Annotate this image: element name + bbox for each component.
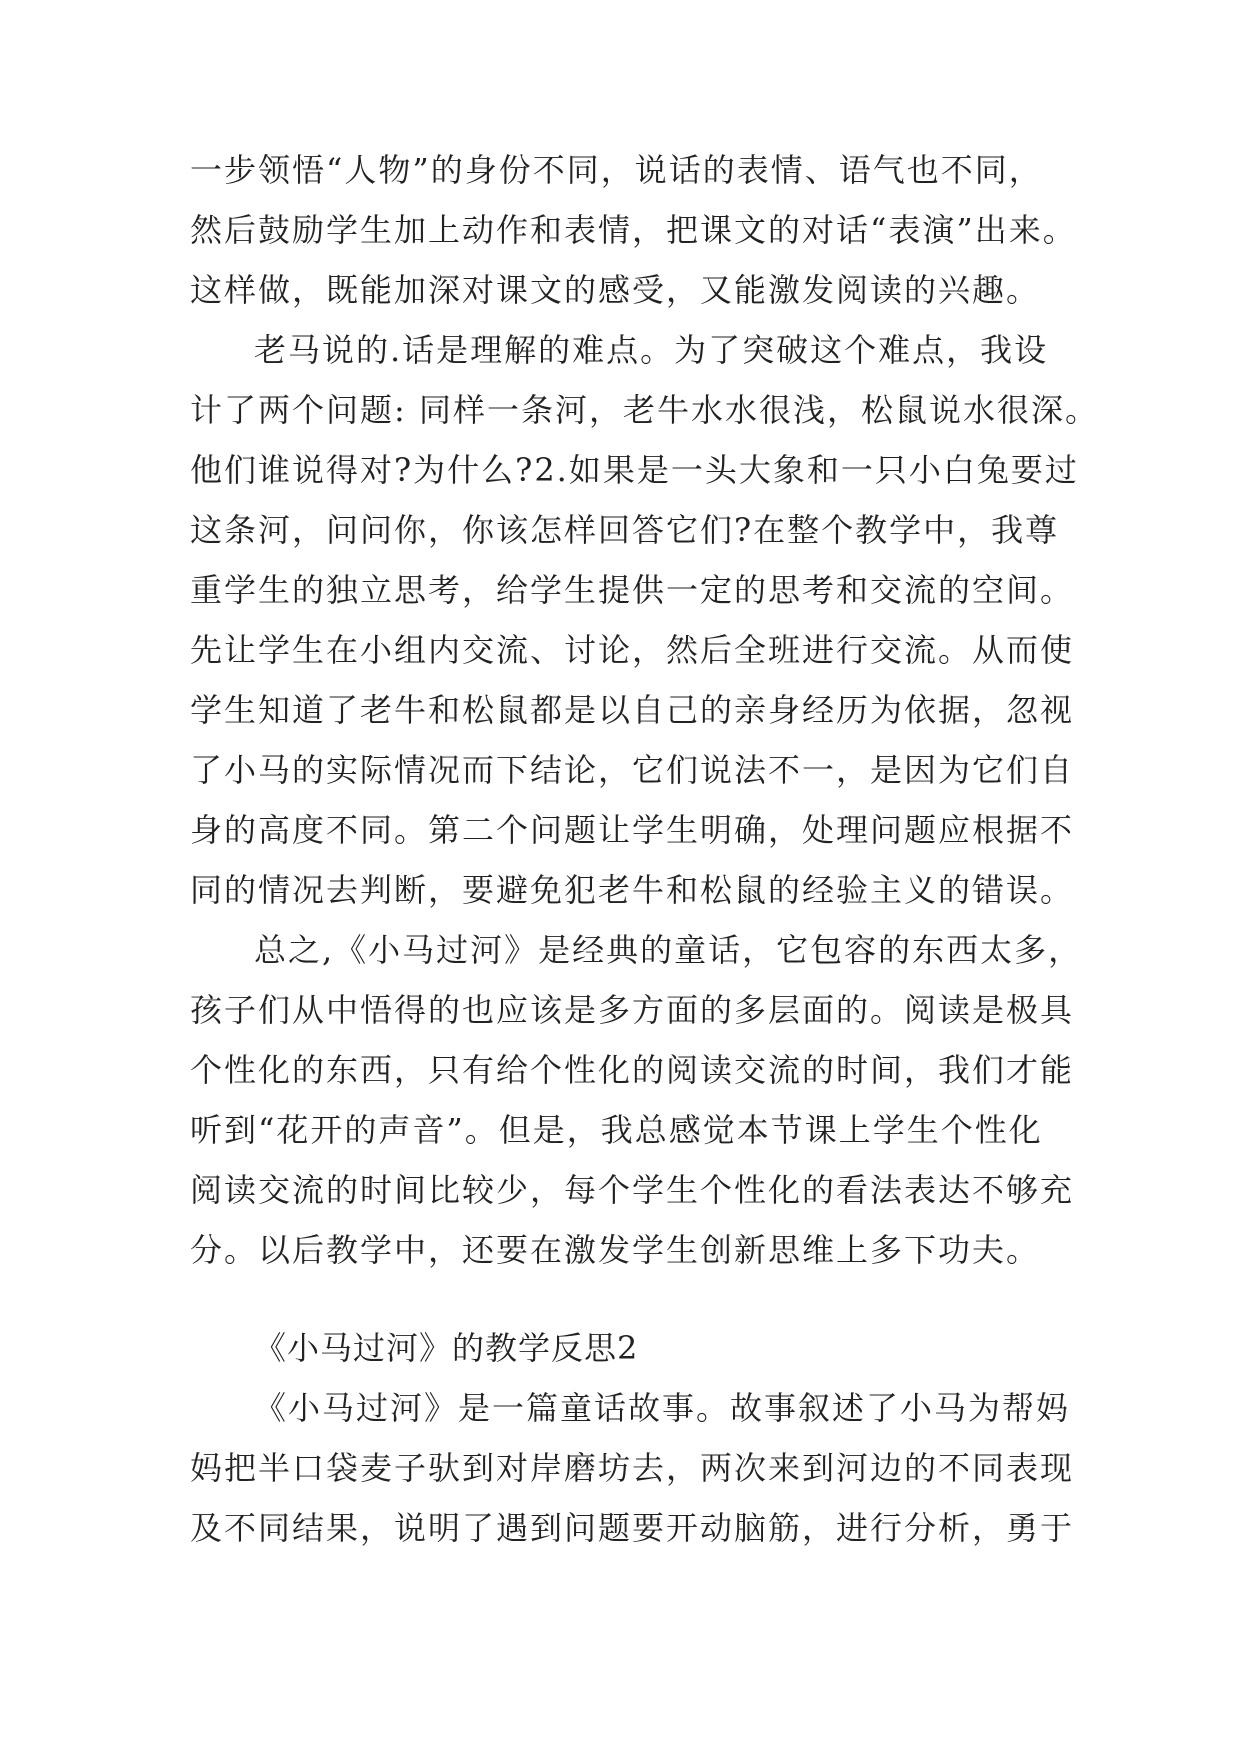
paragraph-line: 妈把半口袋麦子驮到对岸磨坊去，两次来到河边的不同表现 xyxy=(190,1449,1075,1487)
paragraph-line: 老马说的.话是理解的难点。为了突破这个难点，我设 xyxy=(254,331,1049,369)
paragraph-line: 同的情况去判断，要避免犯老牛和松鼠的经验主义的错误。 xyxy=(190,871,1075,909)
paragraph-line: 分。以后教学中，还要在激发学生创新思维上多下功夫。 xyxy=(190,1231,1041,1269)
paragraph-line: 个性化的东西，只有给个性化的阅读交流的时间，我们才能 xyxy=(190,1051,1075,1089)
paragraph-line: 他们谁说得对?为什么?2.如果是一头大象和一只小白兔要过 xyxy=(190,451,1079,489)
paragraph-line: 及不同结果，说明了遇到问题要开动脑筋，进行分析，勇于 xyxy=(190,1509,1075,1547)
paragraph-line: 学生知道了老牛和松鼠都是以自己的亲身经历为依据，忽视 xyxy=(190,691,1075,729)
paragraph-line: 这条河，问问你，你该怎样回答它们?在整个教学中，我尊 xyxy=(190,511,1060,549)
paragraph-line: 总之,《小马过河》是经典的童话，它包容的东西太多， xyxy=(254,931,1083,969)
paragraph-line: 《小马过河》是一篇童话故事。故事叙述了小马为帮妈 xyxy=(254,1389,1071,1427)
paragraph-line: 阅读交流的时间比较少，每个学生个性化的看法表达不够充 xyxy=(190,1171,1075,1209)
paragraph-line: 一步领悟“人物”的身份不同，说话的表情、语气也不同， xyxy=(190,151,1043,189)
paragraph-line: 听到“花开的声音”。但是，我总感觉本节课上学生个性化 xyxy=(190,1111,1043,1149)
paragraph-line: 这样做，既能加深对课文的感受，又能激发阅读的兴趣。 xyxy=(190,271,1041,309)
section-heading: 《小马过河》的教学反思2 xyxy=(254,1329,639,1367)
paragraph-line: 了小马的实际情况而下结论，它们说法不一，是因为它们自 xyxy=(190,751,1075,789)
paragraph-line: 然后鼓励学生加上动作和表情，把课文的对话“表演”出来。 xyxy=(190,211,1077,249)
paragraph-line: 身的高度不同。第二个问题让学生明确，处理问题应根据不 xyxy=(190,811,1075,849)
paragraph-line: 孩子们从中悟得的也应该是多方面的多层面的。阅读是极具 xyxy=(190,991,1075,1029)
paragraph-line: 先让学生在小组内交流、讨论，然后全班进行交流。从而使 xyxy=(190,631,1075,669)
paragraph-line: 重学生的独立思考，给学生提供一定的思考和交流的空间。 xyxy=(190,571,1075,609)
paragraph-line: 计了两个问题: 同样一条河，老牛水水很浅，松鼠说水很深。 xyxy=(190,391,1099,429)
